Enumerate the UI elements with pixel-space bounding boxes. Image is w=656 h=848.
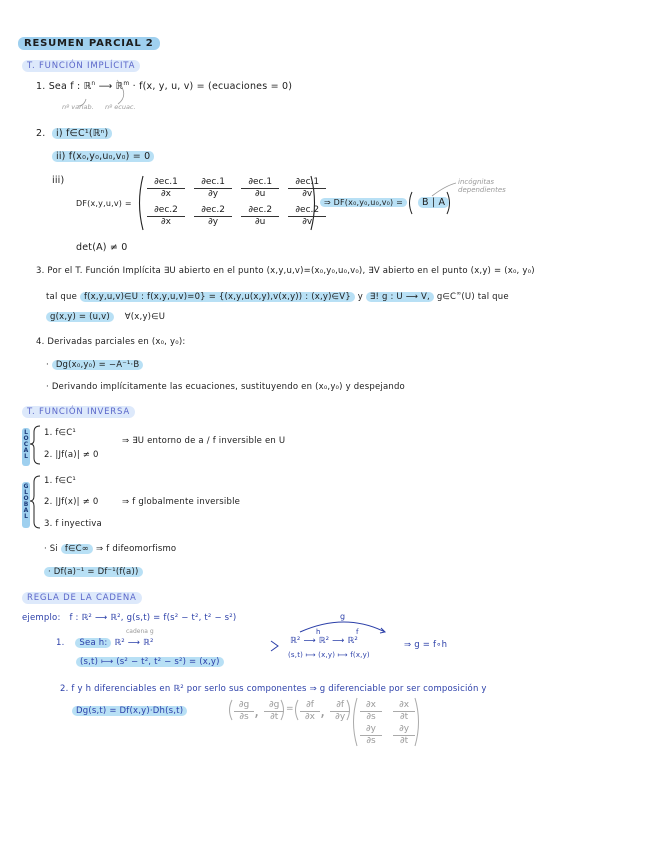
diagram-h-label: h: [316, 628, 321, 636]
matrix-dh-row-2: $\frac{\partial y}{\partial s}$ $\frac{\partial y}{\partial t}$: [360, 724, 415, 747]
global-result: ⇒ f globalmente inversible: [122, 497, 241, 507]
entry: $\frac{\partial ec.2}{\partial v}$: [288, 205, 326, 228]
implicit-item-4-bullet-2: · Derivando implícitamente las ecuaciones, sustituyendo en (x₀,y₀) y despejando: [46, 382, 405, 392]
map-text-a: Sea f : ℝ: [48, 81, 92, 93]
section-inverse-title: T. FUNCIÓN INVERSA: [22, 406, 135, 418]
inverse-bullet-2: · Df(a)⁻¹ = Df⁻¹(f(a)): [44, 567, 143, 577]
matrix-df: $\frac{\partial f}{\partial x}$ , $\frac{\partial f}{\partial y}$: [300, 700, 350, 723]
sup-m: m: [123, 80, 130, 87]
item-number: 1.: [36, 81, 46, 93]
map-text-b: ℝ: [115, 81, 124, 93]
section-implicit-title: T. FUNCIÓN IMPLÍCITA: [22, 60, 140, 72]
chain-rule-formula: Dg(s,t) = Df(x,y)·Dh(s,t): [72, 706, 187, 716]
jacobian-evaluated: ⇒ DF(x₀,y₀,u₀,v₀) =: [320, 198, 407, 207]
implicit-item-2-iii: iii): [52, 175, 65, 186]
note-equations: nº ecuac.: [105, 103, 136, 111]
local-condition-1: 1. f∈C¹: [44, 428, 76, 438]
matrix-dg: $\frac{\partial g}{\partial s}$ , $\frac{\partial g}{\partial t}$: [234, 700, 284, 723]
local-condition-2: 2. |Jf(a)| ≠ 0: [44, 450, 99, 460]
entry: $\frac{\partial ec.1}{\partial v}$: [288, 177, 326, 200]
local-label: LOCAL: [22, 428, 30, 466]
implicit-item-4-bullet-1: · Dg(x₀,y₀) = −A⁻¹·B: [46, 360, 143, 370]
local-result: ⇒ ∃U entorno de a / f inversible en U: [122, 436, 286, 446]
diagram-bottom: (s,t) ⟼ (x,y) ⟼ f(x,y): [288, 651, 370, 659]
global-condition-1: 1. f∈C¹: [44, 476, 76, 486]
entry: $\frac{\partial ec.1}{\partial y}$: [194, 177, 232, 200]
section-chain-title: REGLA DE LA CADENA: [22, 592, 142, 604]
condition-i: i) f∈C¹(ℝⁿ): [52, 128, 112, 139]
global-label: GLOBAL: [22, 482, 30, 528]
diagram-top: ℝ² ⟶ ℝ² ⟶ ℝ²: [290, 636, 358, 646]
block-matrix: B | A: [418, 197, 449, 208]
sup-n: n: [91, 80, 96, 87]
diagram-f-label: f: [356, 628, 359, 636]
entry: $\frac{\partial ec.1}{\partial u}$: [241, 177, 279, 200]
note-variables: nº variab.: [62, 103, 94, 111]
chain-item-2: 2. f y h diferenciables en ℝ² por serlo sus componentes ⇒ g diferenciable por ser composición y: [60, 684, 487, 694]
map-text-c: · f(x, y, u, v) = (ecuaciones = 0): [132, 81, 293, 93]
entry: $\frac{\partial ec.2}{\partial u}$: [241, 205, 279, 228]
matrix-equals: =: [286, 704, 294, 714]
global-condition-3: 3. f inyectiva: [44, 519, 102, 529]
entry: $\frac{\partial ec.2}{\partial y}$: [194, 205, 232, 228]
diagram-result: ⇒ g = f∘h: [404, 640, 448, 650]
jacobian-lhs: DF(x,y,u,v) =: [76, 199, 132, 208]
inverse-bullet-1: · Si f∈C∞ ⇒ f difeomorfismo: [44, 544, 177, 554]
implicit-item-3-line-2: tal que f(x,y,u,v)∈U : f(x,y,u,v)=0} = {(x,y,u(x,y),v(x,y)) : (x,y)∈V} y ∃! g : U ⟶ V, g∈C∞(U) tal que: [46, 290, 509, 302]
map-arrow: ⟶: [98, 81, 113, 93]
implicit-item-4: 4. Derivadas parciales en (x₀, y₀):: [36, 337, 186, 347]
entry: $\frac{\partial ec.2}{\partial x}$: [147, 205, 185, 228]
page-title: RESUMEN PARCIAL 2: [18, 37, 160, 50]
chain-item-1-map: (s,t) ⟼ (s² − t², t² − s²) = (x,y): [76, 657, 224, 667]
global-condition-2: 2. |Jf(x)| ≠ 0: [44, 497, 99, 507]
note-dependent-unknowns: incógnitas dependientes: [458, 178, 506, 194]
implicit-item-3-line-3: g(x,y) = (u,v) ∀(x,y)∈U: [46, 312, 165, 322]
condition-ii: ii) f(x₀,y₀,u₀,v₀) = 0: [52, 151, 154, 162]
note-chain-g: cadena g: [126, 628, 154, 635]
det-condition: det(A) ≠ 0: [76, 242, 128, 253]
entry: $\frac{\partial ec.1}{\partial x}$: [147, 177, 185, 200]
implicit-item-3-line-1: 3. Por el T. Función Implícita ∃U abierto en el punto (x,y,u,v)=(x₀,y₀,u₀,v₀), ∃V abierto en el punto (x,y) = (x₀, y₀): [36, 266, 535, 276]
diagram-g-label: g: [340, 612, 346, 621]
matrix-dh-row-1: $\frac{\partial x}{\partial s}$ $\frac{\partial x}{\partial t}$: [360, 700, 415, 723]
chain-item-1: 1. Sea h: ℝ² ⟶ ℝ²: [56, 638, 154, 648]
implicit-item-2-number: 2.: [36, 128, 46, 139]
chain-example: ejemplo: f : ℝ² ⟶ ℝ², g(s,t) = f(s² − t², t² − s²): [22, 613, 237, 623]
